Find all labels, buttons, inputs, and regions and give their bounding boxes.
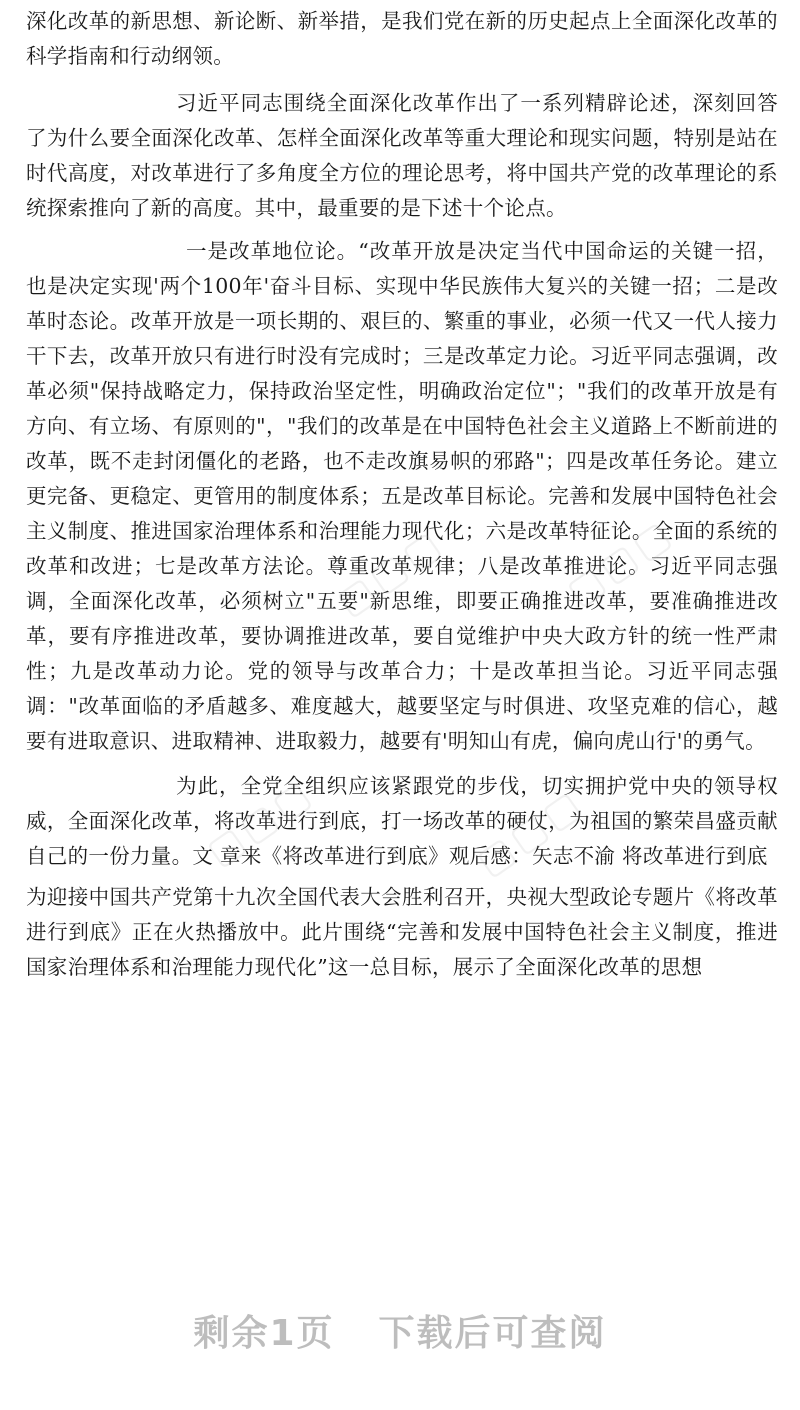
paragraph-2: 习近平同志围绕全面深化改革作出了一系列精辟论述，深刻回答了为什么要全面深化改革、怎样全面深化改革等重大理论和现实问题，特别是站在时代高度，对改革进行了多角度全方位的理论思考，将中国共产党的改革理论的系统探索推向了新的高度。其中，最重要的是下述十个论点。 bbox=[26, 91, 778, 220]
paragraph-3: 一是改革地位论。“改革开放是决定当代中国命运的关键一招，也是决定实现'两个100年'奋斗目标、实现中华民族伟大复兴的关键一招；二是改革时态论。改革开放是一项长期的、艰巨的、繁重的事业，必须一代又一代人接力干下去，改革开放只有进行时没有完成时；三是改革定力论。习近平同志强调，改革必须"保持战略定力，保持政治坚定性，明确政治定位"；"我们的改革开放是有方向、有立场、有原则的"，"我们的改革是在中国特色社会主义道路上不断前进的改革，既不走封闭僵化的老路，也不走改旗易帜的邪路"；四是改革任务论。建立更完备、更稳定、更管用的制度体系；五是改革目标论。完善和发展中国特色社会主义制度、推进国家治理体系和治理能力现代化；六是改革特征论。全面的系统的改革和改进；七是改革方法论。尊重改革规律；八是改革推进论。习近平同志强调，全面深化改革，必须树立"五要"新思维，即要正确推进改革，要准确推进改革，要有序推进改革，要协调推进改革，要自觉维护中央大政方针的统一性严肃性；九是改革动力论。党的领导与改革合力；十是改革担当论。习近平同志强调："改革面临的矛盾越多、难度越大，越要坚定与时俱进、攻坚克难的信心，越要有进取意识、进取精神、进取毅力，越要有'明知山有虎，偏向虎山行'的勇气。 bbox=[26, 239, 778, 753]
paragraph-4: 为此，全党全组织应该紧跟党的步伐，切实拥护党中央的领导权威，全面深化改革，将改革进行到底，打一场改革的硬仗，为祖国的繁荣昌盛贡献自己的一份力量。文 章来《将改革进行到底》观后感：矢志不渝 将改革进行到底 bbox=[26, 774, 778, 868]
watermark-mark: ▢▢▢ bbox=[468, 779, 592, 885]
remaining-pages-label: 剩余1页 bbox=[193, 1313, 335, 1354]
download-to-view-label: 下载后可查阅 bbox=[378, 1313, 607, 1354]
paragraph-1: 深化改革的新思想、新论断、新举措，是我们党在新的历史起点上全面深化改革的科学指南和行动纲领。 bbox=[26, 9, 778, 68]
paragraph-5: 为迎接中国共产党第十九次全国代表大会胜利召开，央视大型政论专题片《将改革进行到底》正在火热播放中。此片围绕“完善和发展中国特色社会主义制度，推进国家治理体系和治理能力现代化”这一总目标，展示了全面深化改革的思想 bbox=[26, 885, 778, 979]
document-body bbox=[26, 0, 778, 985]
watermark-mark: ▢▢▢ bbox=[558, 509, 682, 615]
download-banner[interactable] bbox=[0, 1305, 800, 1356]
watermark-mark: ▢▢▢ bbox=[198, 769, 322, 875]
watermark-mark: ▢▢▢ bbox=[328, 519, 452, 625]
